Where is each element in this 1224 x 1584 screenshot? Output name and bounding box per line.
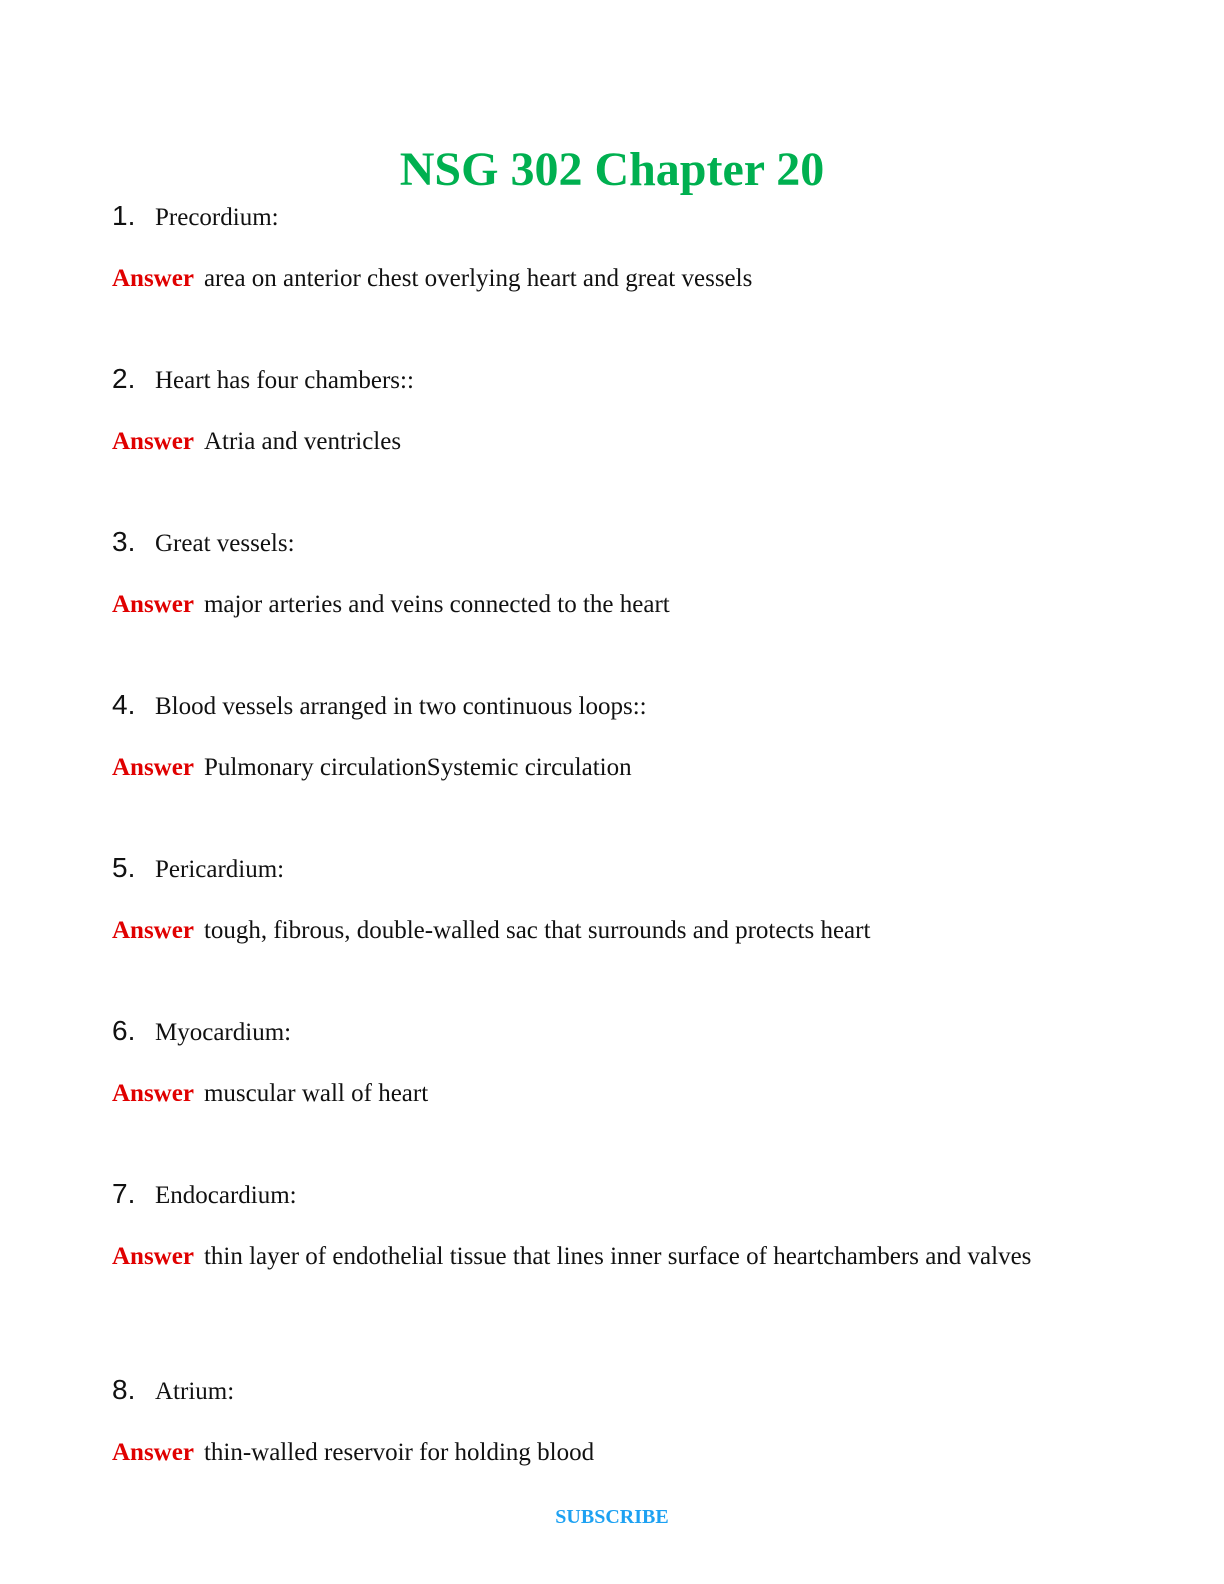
question (112, 1370, 234, 1410)
qa-item-6 (112, 1011, 1072, 1174)
question (112, 1174, 297, 1214)
answer (112, 1241, 1072, 1273)
answer-label: Answer (112, 265, 194, 292)
qa-item-7 (112, 1174, 1072, 1370)
question-text: Heart has four chambers:: (155, 367, 414, 394)
answer-text: thin layer of endothelial tissue that lines inner surface of heartchambers and valves (203, 1243, 1032, 1270)
answer-label: Answer (112, 591, 194, 618)
question (112, 522, 295, 562)
question-text: Myocardium: (155, 1019, 292, 1046)
answer (112, 752, 1072, 784)
answer-text: tough, fibrous, double-walled sac that surrounds and protects heart (203, 917, 871, 944)
answer (112, 426, 1072, 458)
qa-item-5 (112, 848, 1072, 1011)
answer (112, 1078, 1072, 1110)
answer-label: Answer (112, 754, 194, 781)
qa-list (112, 196, 1072, 1533)
qa-item-3 (112, 522, 1072, 685)
question-number: 7. (112, 1178, 136, 1209)
answer-label: Answer (112, 428, 194, 455)
answer-text: Pulmonary circulationSystemic circulation (203, 754, 632, 781)
question-number: 6. (112, 1015, 136, 1046)
qa-item-4 (112, 685, 1072, 848)
question-text: Precordium: (155, 204, 279, 231)
answer (112, 915, 1072, 947)
question-number: 3. (112, 526, 136, 557)
answer-label: Answer (112, 1439, 194, 1466)
answer-label: Answer (112, 1243, 194, 1270)
question-text: Great vessels: (155, 530, 295, 557)
question-text: Pericardium: (155, 856, 285, 883)
answer (112, 1437, 1072, 1469)
question-number: 8. (112, 1374, 136, 1405)
answer-text: major arteries and veins connected to the heart (203, 591, 670, 618)
question (112, 685, 647, 725)
answer-text: muscular wall of heart (203, 1080, 429, 1107)
page-title: NSG 302 Chapter 20 (399, 143, 825, 197)
question (112, 848, 284, 888)
question-number: 5. (112, 852, 136, 883)
answer (112, 589, 1072, 621)
question-number: 4. (112, 689, 136, 720)
answer-text: Atria and ventricles (203, 428, 402, 455)
question (112, 196, 279, 236)
question-number: 1. (112, 200, 136, 231)
question-text: Blood vessels arranged in two continuous loops:: (155, 693, 647, 720)
answer-text: area on anterior chest overlying heart and great vessels (203, 265, 753, 292)
question (112, 1011, 291, 1051)
answer-text: thin-walled reservoir for holding blood (203, 1439, 595, 1466)
answer-label: Answer (112, 917, 194, 944)
qa-item-2 (112, 359, 1072, 522)
question-text: Endocardium: (155, 1182, 297, 1209)
question-number: 2. (112, 363, 136, 394)
answer (112, 263, 1072, 295)
question-text: Atrium: (155, 1378, 235, 1405)
qa-item-1 (112, 196, 1072, 359)
question (112, 359, 414, 399)
subscribe-link[interactable]: SUBSCRIBE (555, 1506, 669, 1528)
answer-label: Answer (112, 1080, 194, 1107)
